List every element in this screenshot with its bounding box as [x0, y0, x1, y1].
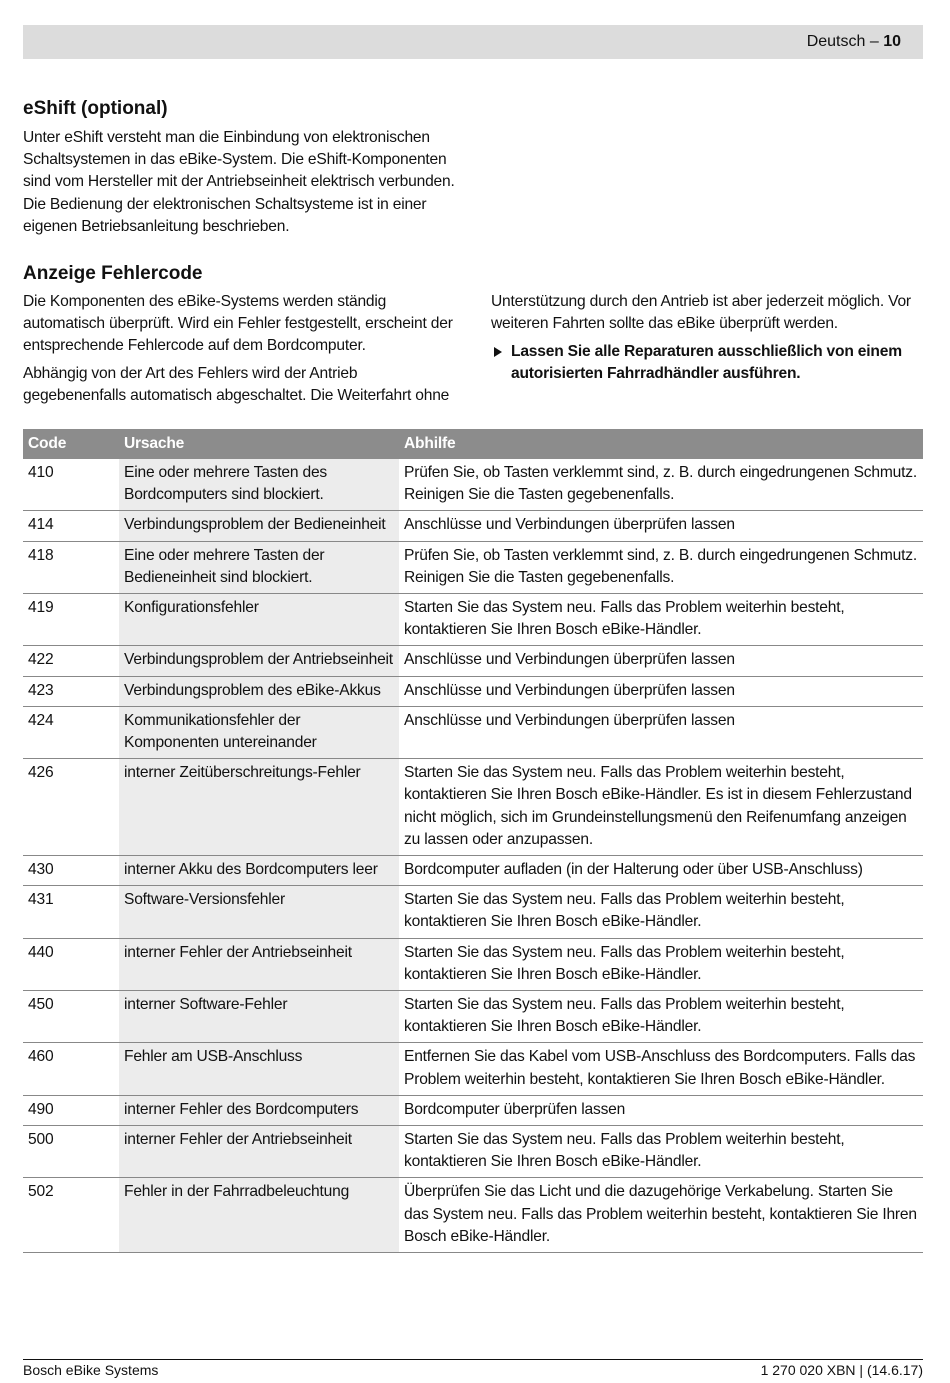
error-code-cell: 424	[23, 706, 119, 758]
cause-cell: interner Fehler der Antriebseinheit	[119, 1126, 399, 1178]
error-code-cell: 426	[23, 759, 119, 856]
cause-cell: Software-Versionsfehler	[119, 886, 399, 938]
triangle-bullet-icon	[494, 347, 502, 357]
error-code-cell: 460	[23, 1043, 119, 1095]
remedy-cell: Starten Sie das System neu. Falls das Problem weiterhin besteht, kontaktieren Sie Ihren Bosch eBike-Händler.	[399, 594, 923, 646]
table-row	[23, 938, 923, 990]
page-header	[23, 25, 923, 59]
cause-cell: interner Software-Fehler	[119, 991, 399, 1043]
table-row	[23, 1178, 923, 1253]
cause-cell: interner Zeitüberschreitungs-Fehler	[119, 759, 399, 856]
table-row	[23, 541, 923, 593]
remedy-cell: Starten Sie das System neu. Falls das Problem weiterhin besteht, kontaktieren Sie Ihren Bosch eBike-Händler. Es ist in diesem Fehlerzustand nicht möglich, sich im Grundeinstellungsmenü den Reifenumfang anzeigen zu lassen oder anzupassen.	[399, 759, 923, 856]
cause-cell: interner Fehler des Bordcomputers	[119, 1095, 399, 1125]
cause-cell: Konfigurationsfehler	[119, 594, 399, 646]
remedy-cell: Starten Sie das System neu. Falls das Problem weiterhin besteht, kontaktieren Sie Ihren Bosch eBike-Händler.	[399, 991, 923, 1043]
cause-cell: interner Akku des Bordcomputers leer	[119, 856, 399, 886]
fehlercode-title: Anzeige Fehlercode	[23, 263, 203, 284]
remedy-cell: Starten Sie das System neu. Falls das Problem weiterhin besteht, kontaktieren Sie Ihren Bosch eBike-Händler.	[399, 1126, 923, 1178]
remedy-cell: Bordcomputer aufladen (in der Halterung oder über USB-Anschluss)	[399, 856, 923, 886]
error-code-cell: 431	[23, 886, 119, 938]
remedy-cell: Anschlüsse und Verbindungen überprüfen lassen	[399, 646, 923, 676]
fehlercode-para-2: Abhängig von der Art des Fehlers wird der Antrieb gegebenenfalls automatisch abgeschaltet. Die Weiterfahrt ohne	[23, 365, 450, 405]
remedy-cell: Prüfen Sie, ob Tasten verklemmt sind, z. B. durch eingedrungenen Schmutz. Reinigen Sie die Tasten gegebenenfalls.	[399, 459, 923, 511]
remedy-cell: Anschlüsse und Verbindungen überprüfen lassen	[399, 511, 923, 541]
error-code-cell: 430	[23, 856, 119, 886]
remedy-cell: Anschlüsse und Verbindungen überprüfen lassen	[399, 676, 923, 706]
table-row	[23, 594, 923, 646]
table-row	[23, 676, 923, 706]
table-row	[23, 886, 923, 938]
cause-cell: Fehler am USB-Anschluss	[119, 1043, 399, 1095]
header-separator: –	[865, 33, 884, 50]
table-row	[23, 459, 923, 511]
table-header-row	[23, 429, 923, 459]
error-code-cell: 418	[23, 541, 119, 593]
table-row	[23, 856, 923, 886]
remedy-cell: Starten Sie das System neu. Falls das Problem weiterhin besteht, kontaktieren Sie Ihren Bosch eBike-Händler.	[399, 938, 923, 990]
column-header-remedy: Abhilfe	[399, 429, 923, 459]
table-row	[23, 759, 923, 856]
header-label	[807, 32, 901, 52]
cause-cell: interner Fehler der Antriebseinheit	[119, 938, 399, 990]
table-row	[23, 646, 923, 676]
column-header-cause: Ursache	[119, 429, 399, 459]
fehlercode-para-3: Unterstützung durch den Antrieb ist aber jederzeit möglich. Vor weiteren Fahrten sollte das eBike überprüft werden.	[491, 293, 911, 333]
footer-doc-number: 1 270 020 XBN | (14.6.17)	[760, 1362, 923, 1378]
column-header-code: Code	[23, 429, 119, 459]
eshift-text: Unter eShift versteht man die Einbindung von elektronischen Schaltsystemen in das eBike-System. Die eShift-Komponenten sind vom Hersteller mit der Antriebseinheit elektrisch verbunden. Die Bedienung der elektronischen Schaltsysteme ist in einer eigenen Betriebsanleitung beschrieben.	[23, 129, 455, 235]
remedy-cell: Prüfen Sie, ob Tasten verklemmt sind, z. B. durch eingedrungenen Schmutz. Reinigen Sie die Tasten gegebenenfalls.	[399, 541, 923, 593]
error-code-cell: 500	[23, 1126, 119, 1178]
remedy-cell: Anschlüsse und Verbindungen überprüfen lassen	[399, 706, 923, 758]
cause-cell: Verbindungsproblem des eBike-Akkus	[119, 676, 399, 706]
fehlercode-para-1: Die Komponenten des eBike-Systems werden ständig automatisch überprüft. Wird ein Fehler festgestellt, erscheint der entsprechende Fehlercode auf dem Bordcomputer.	[23, 293, 453, 355]
repair-note	[491, 341, 921, 385]
remedy-cell: Starten Sie das System neu. Falls das Problem weiterhin besteht, kontaktieren Sie Ihren Bosch eBike-Händler.	[399, 886, 923, 938]
table-row	[23, 991, 923, 1043]
repair-note-text: Lassen Sie alle Reparaturen ausschließlich von einem autorisierten Fahrradhändler ausführen.	[511, 343, 902, 383]
table-row	[23, 1126, 923, 1178]
error-code-cell: 410	[23, 459, 119, 511]
table-row	[23, 511, 923, 541]
footer-divider	[23, 1359, 923, 1360]
table-row	[23, 706, 923, 758]
cause-cell: Eine oder mehrere Tasten des Bordcomputers sind blockiert.	[119, 459, 399, 511]
error-code-cell: 422	[23, 646, 119, 676]
cause-cell: Verbindungsproblem der Bedieneinheit	[119, 511, 399, 541]
cause-cell: Verbindungsproblem der Antriebseinheit	[119, 646, 399, 676]
cause-cell: Kommunikationsfehler der Komponenten untereinander	[119, 706, 399, 758]
table-row	[23, 1095, 923, 1125]
footer-brand: Bosch eBike Systems	[23, 1362, 159, 1378]
error-code-cell: 423	[23, 676, 119, 706]
page-number: 10	[883, 33, 901, 50]
error-code-cell: 502	[23, 1178, 119, 1253]
error-code-cell: 414	[23, 511, 119, 541]
header-language: Deutsch	[806, 33, 866, 50]
cause-cell: Eine oder mehrere Tasten der Bedieneinheit sind blockiert.	[119, 541, 399, 593]
error-code-table	[23, 429, 923, 1253]
cause-cell: Fehler in der Fahrradbeleuchtung	[119, 1178, 399, 1253]
remedy-cell: Überprüfen Sie das Licht und die dazugehörige Verkabelung. Starten Sie das System neu. Falls das Problem weiterhin besteht, kontaktieren Sie Ihren Bosch eBike-Händler.	[399, 1178, 923, 1253]
error-code-cell: 419	[23, 594, 119, 646]
remedy-cell: Entfernen Sie das Kabel vom USB-Anschluss des Bordcomputers. Falls das Problem weiterhin besteht, kontaktieren Sie Ihren Bosch eBike-Händler.	[399, 1043, 923, 1095]
eshift-title: eShift (optional)	[23, 98, 168, 119]
error-code-cell: 490	[23, 1095, 119, 1125]
remedy-cell: Bordcomputer überprüfen lassen	[399, 1095, 923, 1125]
error-code-cell: 450	[23, 991, 119, 1043]
error-code-cell: 440	[23, 938, 119, 990]
table-row	[23, 1043, 923, 1095]
